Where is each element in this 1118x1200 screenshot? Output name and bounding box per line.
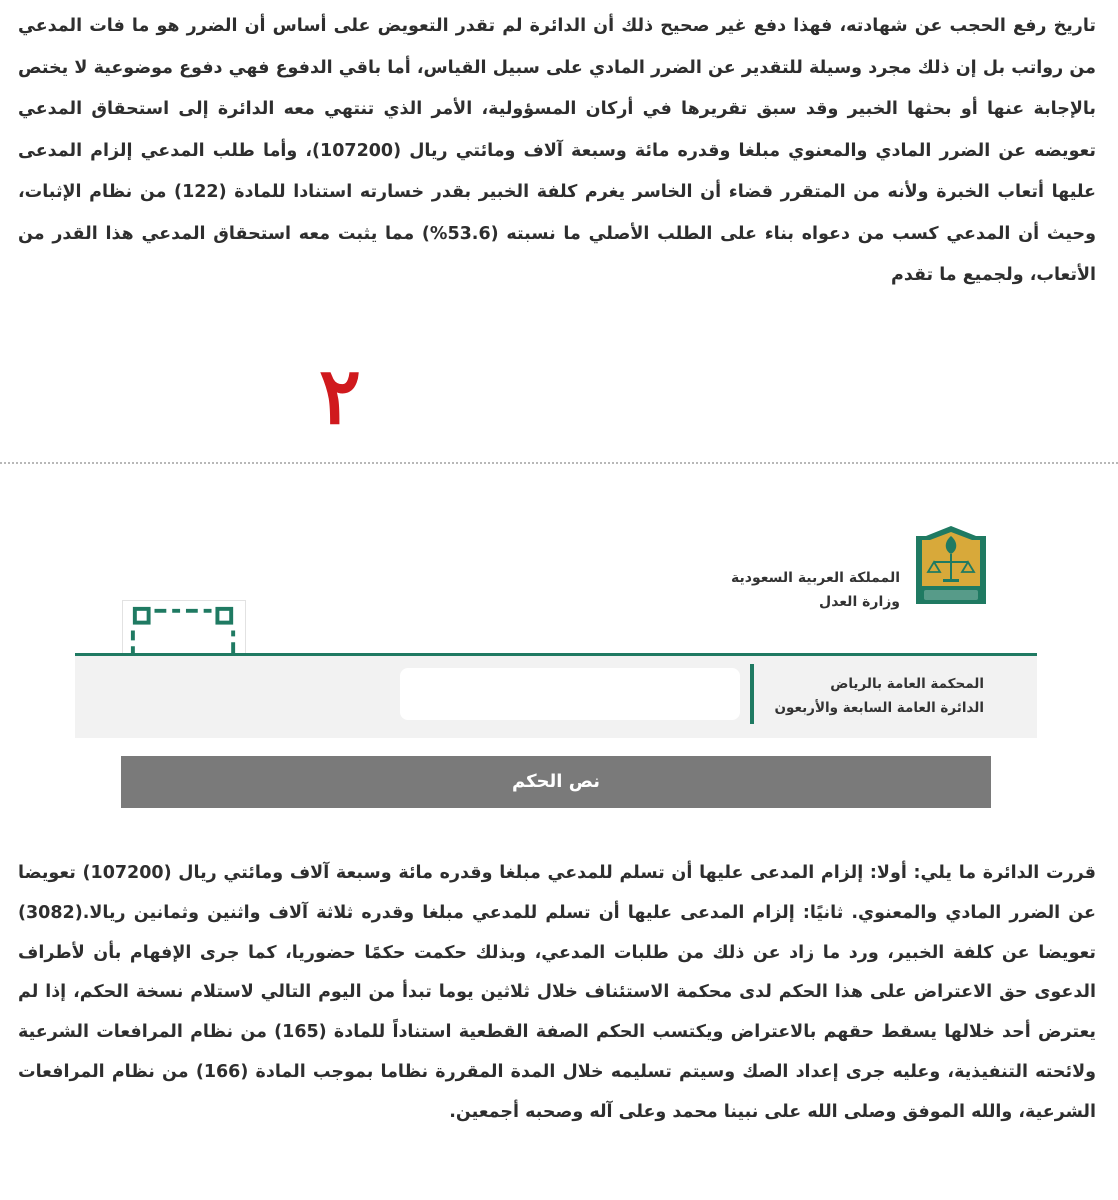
previous-page-fragment <box>0 0 1118 462</box>
redacted-field <box>400 668 740 720</box>
ministry-title: وزارة العدل <box>819 594 900 610</box>
ministry-emblem-icon <box>914 524 988 614</box>
court-name: المحكمة العامة بالرياض <box>830 676 984 692</box>
section-title: نص الحكم <box>511 771 601 792</box>
header-accent-bar <box>750 664 754 724</box>
section-banner <box>121 756 991 808</box>
circuit-name: الدائرة العامة السابعة والأربعون <box>774 700 984 716</box>
previous-page-paragraph: تاريخ رفع الحجب عن شهادته، فهذا دفع غير صحيح ذلك أن الدائرة لم تقدر التعويض على أساس أن الضرر هو ما فات المدعي من رواتب بل إن ذلك مجرد وسيلة للتقدير عن الضرر المادي على سبيل القياس، أما باقي الدفوع فهي دفوع موضوعية لا يختص بالإجابة عنها أو بحثها الخبير وقد سبق تقريرها في أركان المسؤولية، الأمر الذي تنتهي معه الدائرة إلى استحقاق المدعي تعويضه عن الضرر المادي والمعنوي مبلغا وقدره مائة وسبعة آلاف ومائتي ريال (107200)، وأما طلب المدعي إلزام المدعى عليها أتعاب الخبرة ولأنه من المتقرر قضاء أن الخاسر يغرم كلفة الخبير بقدر خسارته استنادا للمادة (122) من نظام الإثبات، وحيث أن المدعي كسب من دعواه بناء على الطلب الأصلي ما نسبته (53.6%) مما يثبت معه استحقاق المدعي هذا القدر من الأتعاب، ولجميع ما تقدم <box>18 16 1097 285</box>
page-number: ٢ <box>319 351 361 442</box>
judgment-paragraph: قررت الدائرة ما يلي: أولا: إلزام المدعى عليها أن تسلم للمدعي مبلغا وقدره مائة وسبعة آلاف ومائتي ريال (107200) تعويضا عن الضرر المادي والمعنوي. ثانيًا: إلزام المدعى عليها أن تسلم للمدعي مبلغا وقدره ثلاثة آلاف واثنين وثمانين ريالا.(3082) تعويضا عن كلفة الخبير، ورد ما زاد عن ذلك من طلبات المدعي، وبذلك حكمت حكمًا حضوريا، كما جرى الإفهام بأن لأطراف الدعوى حق الاعتراض على هذا الحكم لدى محكمة الاستئناف خلال ثلاثين يوما تبدأ من اليوم التالي لاستلام نسخة الحكم، إذا لم يعترض أحد خلالها يسقط حقهم بالاعتراض ويكتسب الحكم الصفة القطعية استناداً للمادة (165) من نظام المرافعات الشرعية ولائحته التنفيذية، وعليه جرى إعداد الصك وسيتم تسليمه خلال المدة المقررة نظاما بموجب المادة (166) من نظام المرافعات الشرعية، والله الموفق وصلى الله على نبينا محمد وعلى آله وصحبه أجمعين. <box>18 863 1096 1122</box>
kingdom-title: المملكة العربية السعودية <box>731 570 900 586</box>
page-divider <box>0 462 1118 464</box>
